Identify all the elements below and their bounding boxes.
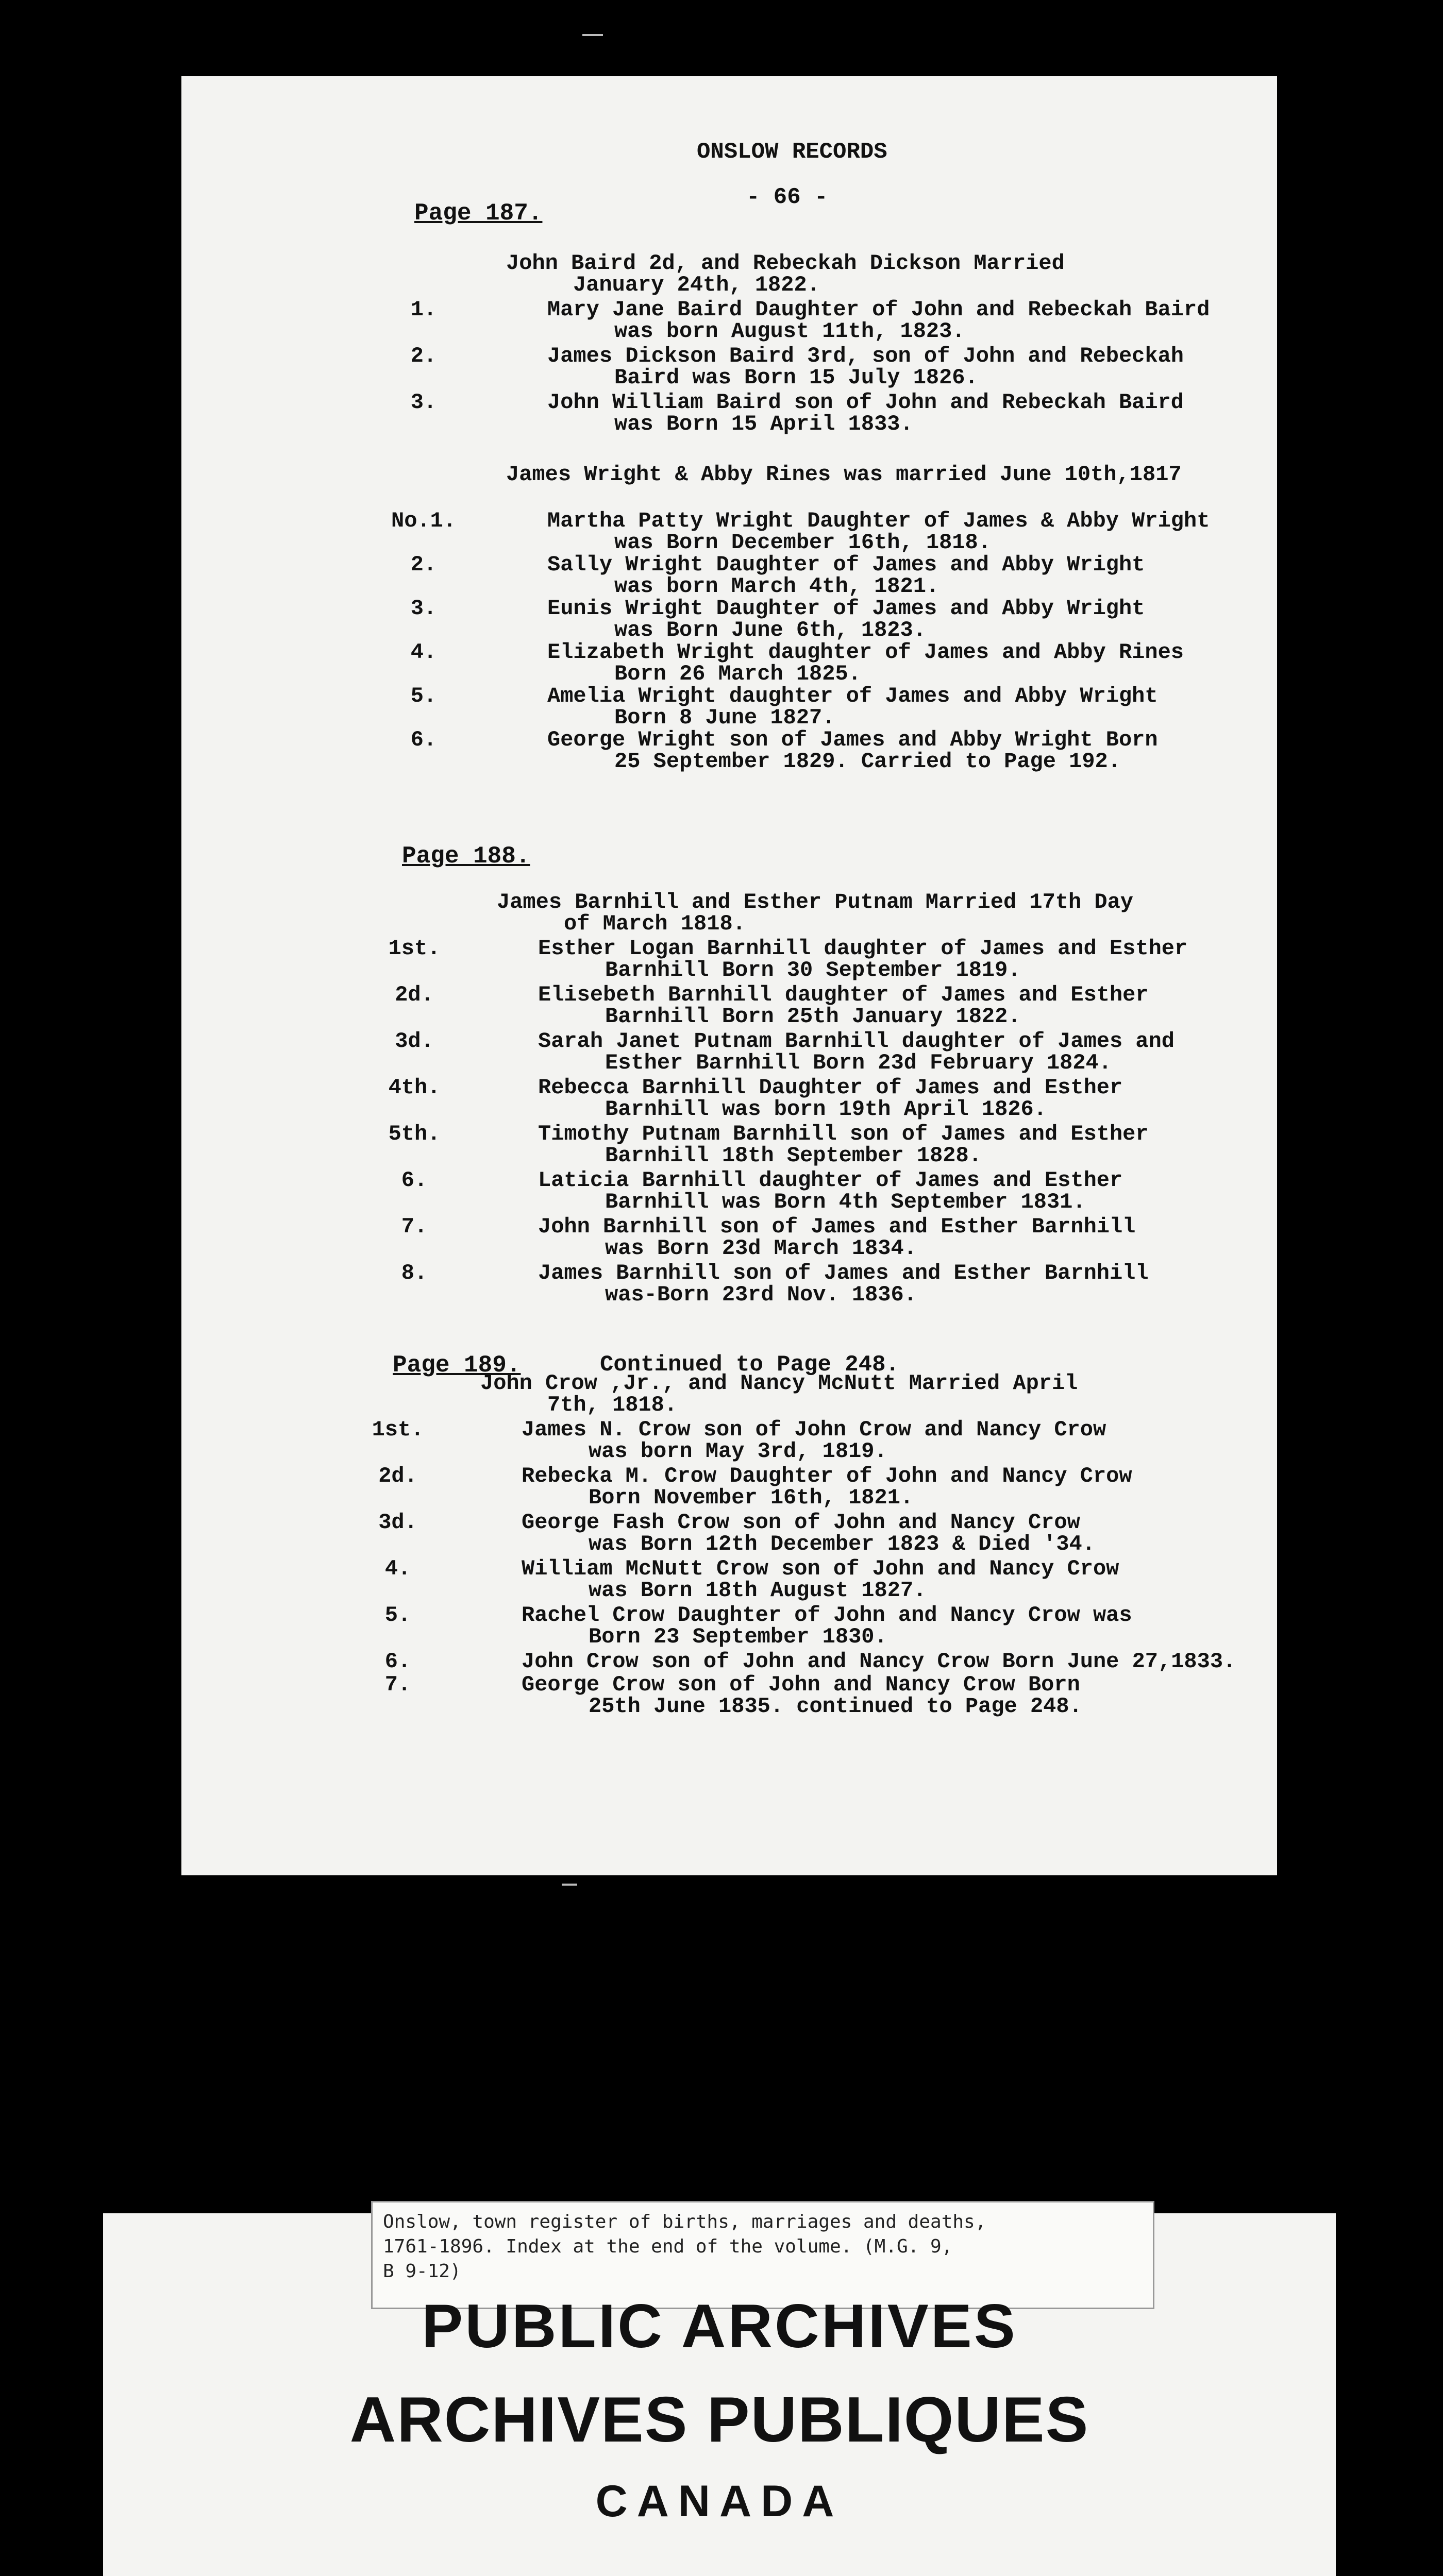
entry-continuation: was Born 23d March 1834. (605, 1236, 917, 1261)
entry-number: 2. (410, 552, 437, 577)
entry-text: James N. Crow son of John Crow and Nancy Crow (522, 1417, 1106, 1442)
catalogue-label-line: B 9-12) (383, 2261, 461, 2282)
entry-text: James Wright & Abby Rines was married June 10th,1817 (506, 462, 1182, 487)
entry-number: 5th. (388, 1122, 441, 1146)
entry-number: 3d. (378, 1510, 417, 1535)
entry-number: 2d. (395, 982, 434, 1007)
entry-number: 6. (401, 1168, 428, 1193)
entry-number: 6. (384, 1649, 411, 1674)
entry-text: James Barnhill son of James and Esther Barnhill (538, 1261, 1149, 1285)
document-title: ONSLOW RECORDS (697, 139, 887, 165)
archives-publiques-heading: ARCHIVES PUBLIQUES (349, 2384, 1089, 2455)
entry-continuation: was Born 18th August 1827. (589, 1578, 927, 1603)
entry-text: Rebecka M. Crow Daughter of John and Nancy Crow (522, 1464, 1132, 1488)
entry-continuation: was-Born 23rd Nov. 1836. (605, 1282, 917, 1307)
entry-continuation: 7th, 1818. (547, 1393, 678, 1417)
entry-text: Martha Patty Wright Daughter of James & Abby Wright (547, 509, 1210, 533)
entry-text: John Crow son of John and Nancy Crow Born June 27,1833. (522, 1649, 1236, 1674)
entry-text: George Crow son of John and Nancy Crow Born (522, 1672, 1080, 1697)
entry-number: 6. (410, 727, 437, 752)
entry-continuation: was Born June 6th, 1823. (614, 618, 926, 642)
entry-continuation: Born 8 June 1827. (614, 705, 835, 730)
entry-continuation: of March 1818. (564, 911, 746, 936)
entry-continuation: Barnhill Born 25th January 1822. (605, 1004, 1021, 1029)
entry-text: Elisebeth Barnhill daughter of James and Esther (538, 982, 1149, 1007)
entry-text: John Baird 2d, and Rebeckah Dickson Married (506, 251, 1065, 276)
entry-number: No.1. (391, 509, 457, 533)
entry-continuation: January 24th, 1822. (573, 273, 820, 297)
entry-text: John Crow ,Jr., and Nancy McNutt Married April (480, 1371, 1078, 1396)
page-reference: Page 189. (393, 1352, 521, 1379)
entry-text: Laticia Barnhill daughter of James and Esther (538, 1168, 1123, 1193)
entry-text: Amelia Wright daughter of James and Abby Wright (547, 684, 1158, 708)
page-reference: Page 188. (402, 843, 530, 870)
entry-continuation: Born 23 September 1830. (589, 1624, 887, 1649)
entry-continuation: Barnhill Born 30 September 1819. (605, 958, 1021, 982)
continuation-note: Continued to Page 248. (600, 1352, 899, 1378)
canada-heading: CANADA (595, 2477, 844, 2526)
entry-number: 1st. (388, 936, 441, 961)
entry-continuation: Barnhill 18th September 1828. (605, 1143, 982, 1168)
entry-text: John William Baird son of John and Rebeckah Baird (547, 390, 1184, 415)
entry-text: James Barnhill and Esther Putnam Married 17th Day (497, 890, 1134, 914)
entry-continuation: 25 September 1829. Carried to Page 192. (614, 749, 1121, 774)
entry-number: 5. (410, 684, 437, 708)
entry-number: 7. (384, 1672, 411, 1697)
entry-continuation: 25th June 1835. continued to Page 248. (589, 1694, 1082, 1719)
register-page (181, 76, 1277, 1875)
entry-continuation: was Born 12th December 1823 & Died '34. (589, 1532, 1095, 1556)
top-margin-mark (582, 34, 603, 36)
entry-number: 1st. (372, 1417, 424, 1442)
entry-text: George Fash Crow son of John and Nancy Crow (522, 1510, 1080, 1535)
entry-text: Elizabeth Wright daughter of James and Abby Rines (547, 640, 1184, 665)
entry-text: Rachel Crow Daughter of John and Nancy Crow was (522, 1603, 1132, 1628)
entry-number: 3. (410, 390, 437, 415)
entry-number: 2d. (378, 1464, 417, 1488)
entry-number: 7. (401, 1214, 428, 1239)
entry-continuation: was born May 3rd, 1819. (589, 1439, 887, 1464)
entry-number: 3. (410, 596, 437, 621)
entry-text: James Dickson Baird 3rd, son of John and Rebeckah (547, 344, 1184, 368)
entry-continuation: was Born 15 April 1833. (614, 412, 913, 436)
entry-text: George Wright son of James and Abby Wright Born (547, 727, 1158, 752)
page-reference: Page 187. (414, 200, 543, 227)
entry-text: Timothy Putnam Barnhill son of James and Esther (538, 1122, 1149, 1146)
entry-text: Sally Wright Daughter of James and Abby Wright (547, 552, 1145, 577)
entry-continuation: Baird was Born 15 July 1826. (614, 365, 978, 390)
entry-text: Rebecca Barnhill Daughter of James and Esther (538, 1075, 1123, 1100)
page-number: - 66 - (746, 184, 828, 210)
bottom-margin-mark (562, 1884, 577, 1886)
entry-text: Mary Jane Baird Daughter of John and Rebeckah Baird (547, 297, 1210, 322)
entry-continuation: Born 26 March 1825. (614, 662, 861, 686)
catalogue-label-line: 1761-1896. Index at the end of the volume. (M.G. 9, (383, 2236, 953, 2257)
entry-continuation: Barnhill was Born 4th September 1831. (605, 1190, 1086, 1214)
entry-continuation: Esther Barnhill Born 23d February 1824. (605, 1050, 1112, 1075)
entry-continuation: was born August 11th, 1823. (614, 319, 965, 344)
entry-text: Sarah Janet Putnam Barnhill daughter of James and (538, 1029, 1175, 1054)
entry-text: John Barnhill son of James and Esther Barnhill (538, 1214, 1136, 1239)
archives-card (103, 2213, 1336, 2576)
entry-number: 3d. (395, 1029, 434, 1054)
public-archives-heading: PUBLIC ARCHIVES (422, 2292, 1017, 2361)
entry-number: 4. (384, 1556, 411, 1581)
entry-number: 4th. (388, 1075, 441, 1100)
entry-number: 2. (410, 344, 437, 368)
entry-continuation: was born March 4th, 1821. (614, 574, 939, 599)
entry-number: 1. (410, 297, 437, 322)
entry-text: Eunis Wright Daughter of James and Abby Wright (547, 596, 1145, 621)
entry-continuation: Born November 16th, 1821. (589, 1485, 914, 1510)
entry-number: 5. (384, 1603, 411, 1628)
entry-text: Esther Logan Barnhill daughter of James and Esther (538, 936, 1188, 961)
catalogue-label-line: Onslow, town register of births, marriages and deaths, (383, 2211, 986, 2232)
entry-number: 4. (410, 640, 437, 665)
entry-continuation: Barnhill was born 19th April 1826. (605, 1097, 1047, 1122)
entry-number: 8. (401, 1261, 428, 1285)
entry-text: William McNutt Crow son of John and Nancy Crow (522, 1556, 1119, 1581)
entry-continuation: was Born December 16th, 1818. (614, 530, 991, 555)
